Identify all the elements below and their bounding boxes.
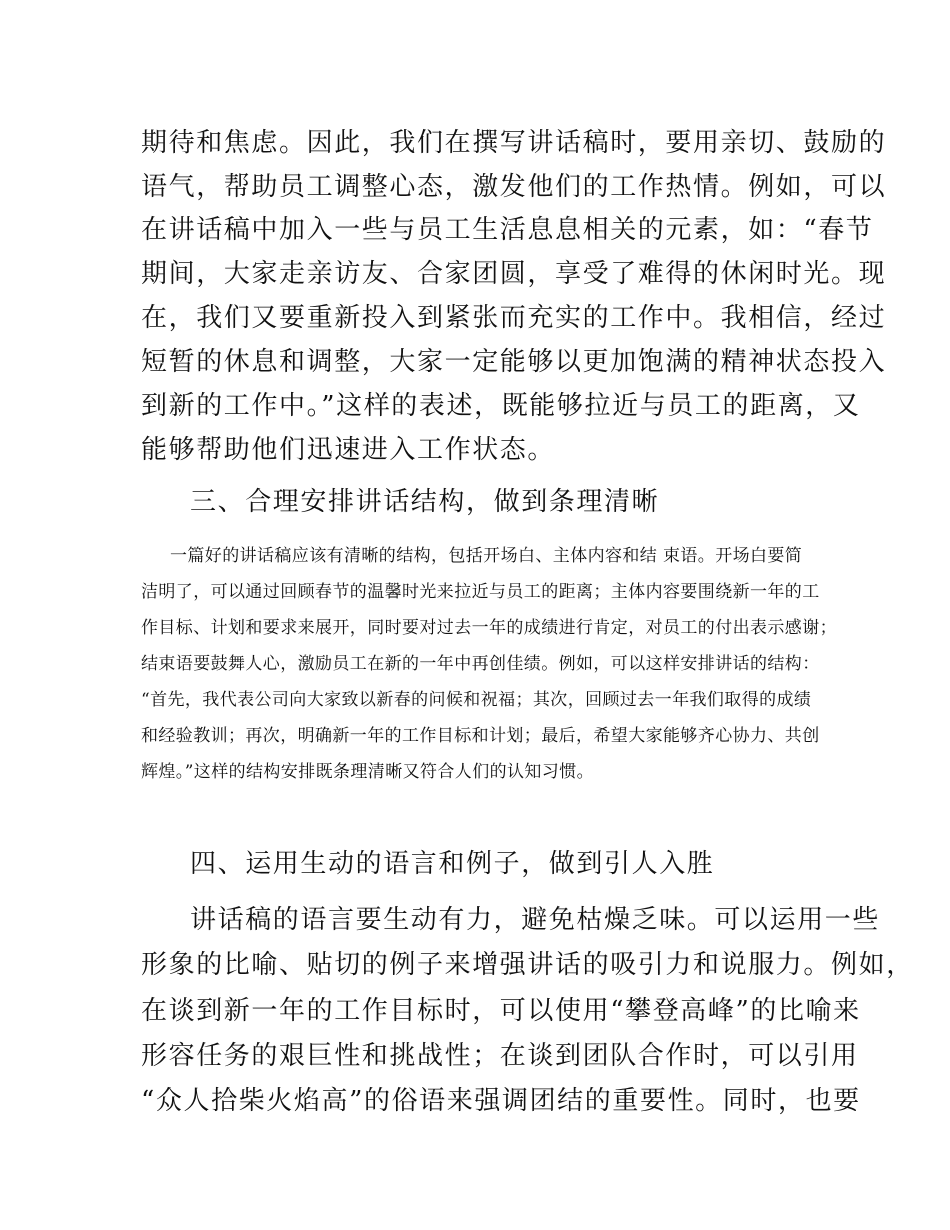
section-heading-3: 三、合理安排讲话结构，做到条理清晰 — [190, 487, 660, 517]
paragraph-1-line: 能够帮助他们迅速进入工作状态。 — [141, 435, 556, 465]
paragraph-1-line: 短暂的休息和调整，大家一定能够以更加饱满的精神状态投入 — [141, 347, 887, 377]
paragraph-1-line: 期间，大家走亲访友、合家团圆，享受了难得的休闲时光。现 — [141, 259, 887, 289]
paragraph-2-line: 一篇好的讲话稿应该有清晰的结构，包括开场白、主体内容和结 束语。开场白要简 — [170, 546, 803, 566]
paragraph-1-line: 期待和焦虑。因此，我们在撰写讲话稿时，要用亲切、鼓励的 — [141, 128, 887, 158]
paragraph-2-line: 作目标、计划和要求来展开，同时要对过去一年的成绩进行肯定，对员工的付出表示感谢； — [141, 618, 837, 638]
paragraph-3-line: 在谈到新一年的工作目标时，可以使用“攀登高峰”的比喻来 — [141, 996, 861, 1026]
section-heading-4: 四、运用生动的语言和例子，做到引人入胜 — [190, 849, 715, 879]
paragraph-1-line: 在讲话稿中加入一些与员工生活息息相关的元素，如：“春节 — [141, 215, 874, 245]
paragraph-3-line: “众人拾柴火焰高”的俗语来强调团结的重要性。同时，也要 — [141, 1086, 861, 1116]
paragraph-1-line: 到新的工作中。”这样的表述，既能够拉近与员工的距离，又 — [141, 391, 861, 421]
paragraph-3-line: 形容任务的艰巨性和挑战性；在谈到团队合作时，可以引用 — [141, 1041, 859, 1071]
paragraph-1-line: 语气，帮助员工调整心态，激发他们的工作热情。例如，可以 — [141, 172, 887, 202]
paragraph-3-line: 形象的比喻、贴切的例子来增强讲话的吸引力和说服力。例如， — [141, 950, 914, 980]
paragraph-2-line: 洁明了，可以通过回顾春节的温馨时光来拉近与员工的距离；主体内容要围绕新一年的工 — [141, 582, 820, 602]
paragraph-1-line: 在，我们又要重新投入到紧张而充实的工作中。我相信，经过 — [141, 303, 887, 333]
paragraph-2-line: 和经验教训；再次，明确新一年的工作目标和计划；最后，希望大家能够齐心协力、共创 — [141, 726, 820, 746]
paragraph-3-line: 讲话稿的语言要生动有力，避免枯燥乏味。可以运用一些 — [190, 905, 881, 935]
paragraph-2-line: “首先，我代表公司向大家致以新春的问候和祝福；其次，回顾过去一年我们取得的成绩 — [141, 690, 812, 710]
paragraph-2-line: 辉煌。”这样的结构安排既条理清晰又符合人们的认知习惯。 — [141, 762, 594, 782]
paragraph-2-line: 结束语要鼓舞人心，激励员工在新的一年中再创佳绩。例如，可以这样安排讲话的结构： — [141, 654, 820, 674]
